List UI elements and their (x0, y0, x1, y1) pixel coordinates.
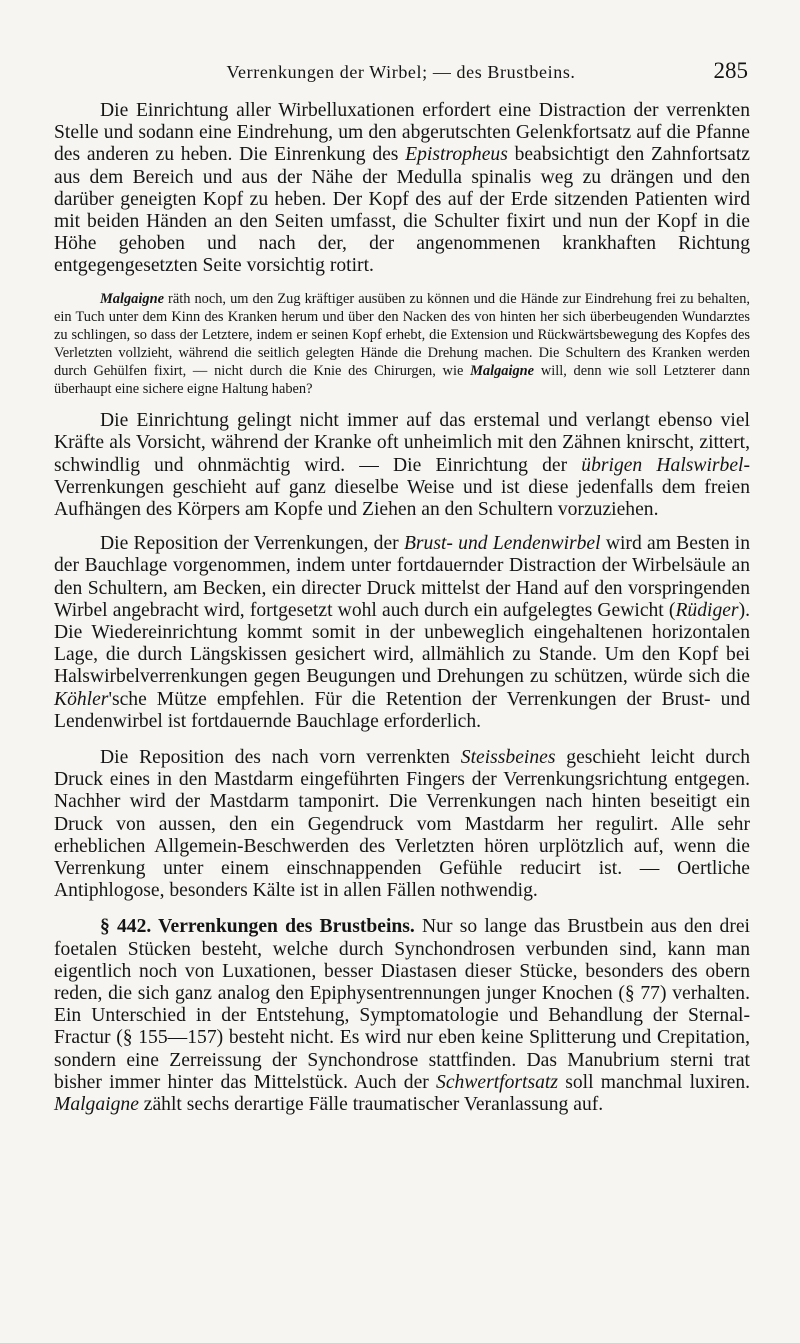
paragraph-coccyx (54, 747, 750, 902)
section-heading: § 442. Verrenkungen des Brustbeins. (100, 916, 415, 938)
paragraph-text: wird am Besten in der Bauchlage vorgenommen, indem unter fortdauernder Distraction der Wirbelsäule an den Schultern, am Becken, ein directer Druck mittelst der Hand auf den vorspringenden Wirbel angebracht wird, fortgesetzt wohl auch durch ein aufgelegtes Gewicht ( (54, 533, 751, 621)
main-text (54, 100, 750, 1116)
paragraph-thoracic-lumbar (54, 533, 750, 733)
paragraph-text: will, denn wie soll Letzterer dann überhaupt eine sichere eigne Haltung haben? (54, 363, 750, 398)
page-number: 285 (713, 58, 748, 83)
author-name: Rüdiger (675, 599, 739, 621)
paragraph-note-malgaigne (54, 290, 750, 399)
author-name: Malgaigne (100, 290, 164, 307)
paragraph-cervical (54, 410, 750, 521)
author-name: Malgaigne (54, 1094, 139, 1116)
author-name: Köhler (54, 688, 109, 710)
paragraph-text: geschieht leicht durch Druck eines in den Mastdarm eingeführten Fingers der Verrenkungsrichtung entgegen. Nachher wird der Mastdarm tamponirt. Die Verrenkungen nach hinten beseitigt ein Druck von aussen, den ein Gegendruck vom Mastdarm her regulirt. Alle sehr erheblichen Allgemein-Beschwerden des Verletzten hören urplötzlich auf, wenn die Verrenkung unter einem einschnappenden Gefühle reducirt ist. — Oertliche Antiphlogose, besonders Kälte ist in allen Fällen nothwendig. (54, 747, 750, 902)
paragraph-text: ). Die Wiedereinrichtung kommt somit in der unbeweglich eingehaltenen horizontalen Lage, die durch Längskissen gesichert wird, allmählich zu Stande. Um den Kopf bei Halswirbelverrenkungen gegen Beugungen und Drehungen zu schützen, würde sich die (54, 599, 750, 688)
paragraph-text: Die Reposition der Verrenkungen, der (100, 533, 404, 555)
paragraph-text: räth noch, um den Zug kräftiger ausüben zu können und die Hände zur Eindrehung frei zu behalten, ein Tuch unter dem Kinn des Kranken herum und über den Nacken des von hinten her sich überbeugenden Wundarztes zu schlingen, so dass der Letztere, indem er seinen Kopf erhebt, die Extension und Rückwärtsbewegung des Kopfes des Verletzten vollzieht, während die seitlich gelegten Hände die Drehung machen. Die Schultern des Kranken werden durch Gehülfen fixirt, — nicht durch die Knie des Chirurgen, wie (54, 290, 750, 379)
running-title: Verrenkungen der Wirbel; — des Brustbeins. (226, 62, 576, 82)
paragraph-text: beabsichtigt den Zahnfortsatz aus dem Bereich und aus der Nähe der Medulla spinalis weg zu drängen und den darüber geneigten Kopf zu heben. Der Kopf des auf der Erde sitzenden Patienten wird mit beiden Händen an den Seiten umfasst, die Schulter fixirt und nun der Kopf in die Höhe gehoben und nach der, der angenommenen krankhaften Richtung entgegengesetzten Seite vorsichtig rotirt. (54, 144, 750, 277)
page-header (54, 58, 748, 88)
paragraph-sternum (54, 916, 750, 1116)
paragraph-text: 'sche Mütze empfehlen. Für die Retention der Verrenkungen der Brust- und Lendenwirbel ist fortdauernde Bauchlage erforderlich. (54, 688, 750, 732)
paragraph-text: soll manchmal luxiren. (557, 1071, 751, 1093)
author-name: Malgaigne (470, 363, 535, 379)
paragraph-text: Die Einrichtung aller Wirbelluxationen erfordert eine Distraction der verrenkten Stelle und sodann eine Eindrehung, um den abgerutschten Gelenkfortsatz auf die Pfanne des anderen zu heben. Die Einrenkung des (54, 100, 750, 166)
emphasis-term: Schwertfortsatz (436, 1071, 558, 1093)
paragraph-text: Die Einrichtung gelingt nicht immer auf das erstemal und verlangt ebenso viel Kräfte als Vorsicht, während der Kranke oft unheimlich mit den Zähnen knirscht, zittert, schwindlig und ohnmächtig wird. — Die Einrichtung der (54, 410, 750, 476)
paragraph-reduction (54, 100, 750, 278)
paragraph-text: -Verrenkungen geschieht auf ganz dieselbe Weise und ist diese jedenfalls dem freien Aufhängen des Körpers am Kopfe und Ziehen an den Schultern vorzuziehen. (54, 454, 751, 520)
emphasis-term: Brust- und Lendenwirbel (403, 533, 601, 555)
paragraph-text: Nur so lange das Brustbein aus den drei foetalen Stücken besteht, welche durch Synchondrosen verbunden sind, kann man eigentlich noch von Luxationen, besser Diastasen dieser Stücke, besonders des obern reden, die sich ganz analog den Epiphysentrennungen junger Knochen (§ 77) verhalten. Ein Unterschied in der Entstehung, Symptomatologie und Behandlung der Sternal-Fractur (§ 155—157) besteht nicht. Es wird nur eben keine Splitterung und Crepitation, sondern eine Zerreissung der Synchondrose stattfinden. Das Manubrium sterni trat bisher immer hinter das Mittelstück. Auch der (54, 916, 751, 1093)
emphasis-term: übrigen Halswirbel (581, 454, 744, 476)
emphasis-term: Epistropheus (405, 144, 508, 166)
paragraph-text: Die Reposition des nach vorn verrenkten (100, 747, 461, 769)
paragraph-text: zählt sechs derartige Fälle traumatischer Veranlassung auf. (138, 1094, 604, 1116)
emphasis-term: Steissbeines (460, 747, 556, 769)
